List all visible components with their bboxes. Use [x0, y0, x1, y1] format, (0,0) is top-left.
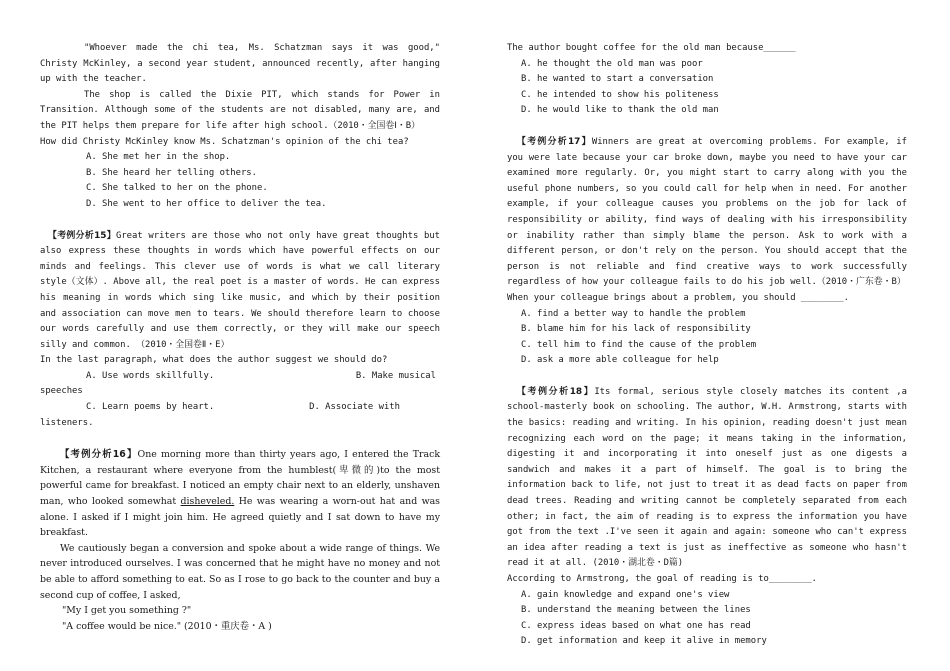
dialogue-line: "A coffee would be nice." (2010・重庆卷・A ) [62, 620, 272, 632]
answer-option: C. She talked to her on the phone. [86, 183, 268, 194]
answer-option: D. get information and keep it alive in memory [521, 636, 767, 647]
option-continuation: speeches [40, 386, 83, 397]
passage-16 [40, 447, 440, 541]
answer-option: B. blame him for his lack of responsibility [521, 324, 751, 335]
passage-text: He was wearing a worn-out hat and was alone. I asked if I might join him. He agreed quietly and I sat down to have my breakfast. [40, 496, 440, 539]
answer-option: A. She met her in the shop. [86, 152, 231, 163]
answer-option: C. tell him to find the cause of the problem [521, 339, 757, 350]
section-heading: 【考例分析18】 [517, 386, 595, 397]
answer-option: A. Use words skillfully. [86, 370, 215, 381]
passage-paragraph: Great writers are those who not only have great thoughts but also express these thoughts in words which have powerful effects on our minds and feelings. This clever use of words is what we call literary style（文体）. Above all, the real poet is a master of words. He can express his meaning in words which sing like music, and which by their position and association can move men to tears. We should therefore learn to choose our words carefully and use them correctly, or they will make our speech silly and common. （2010・全国卷Ⅱ・E） [40, 230, 441, 350]
answer-option: B. Make musical [355, 370, 436, 381]
option-row [40, 400, 440, 416]
left-column [40, 41, 440, 634]
answer-option: C. he intended to show his politeness [521, 89, 719, 100]
question-text: According to Armstrong, the goal of reading is to________. [507, 574, 817, 584]
passage-paragraph: Winners are great at overcoming problems. For example, if you were late because your car broke down, maybe you need to have your car examined more regularly. Or, you might start to carry along with you the useful phone numbers, so you could call for help when in need. For another example, if your colleague causes you problems on the job for lack of responsibility or ability, find ways of dealing with his irresponsibility or inability rather than simply blame the person. Ask to work with a different person, or don't rely on the person. You should accept that the person is not reliable and find creative ways to work successfully regardless of how your colleague fails to do his job well.（2010・广东卷・B） [507, 136, 907, 288]
section-heading: 【考例分析16】 [60, 449, 138, 461]
passage-15 [40, 229, 440, 354]
answer-option: B. understand the meaning between the lines [521, 605, 751, 616]
answer-option: D. he would like to thank the old man [521, 105, 719, 116]
answer-option: B. She heard her telling others. [86, 167, 257, 178]
passage-paragraph: "Whoever made the chi tea, Ms. Schatzman says it was good," Christy McKinley, a second year student, announced recently, after hanging up with the teacher. [40, 43, 440, 85]
answer-option: D. ask a more able colleague for help [521, 355, 719, 366]
answer-option: C. Learn poems by heart. [86, 402, 215, 413]
passage-17 [507, 135, 907, 291]
answer-option: A. find a better way to handle the problem [521, 308, 746, 319]
passage-text: One morning more than thirty years ago, I entered the Track Kitchen, a restaurant where everyone from the humblest(卑微的)to the most powerful came for breakfast. I noticed an empty chair next to an elderly, unshaven man, who looked somewhat [40, 449, 441, 508]
question-text: When your colleague brings about a problem, you should ________. [507, 292, 849, 303]
answer-option: B. he wanted to start a conversation [521, 74, 714, 85]
answer-option: A. he thought the old man was poor [521, 58, 703, 69]
answer-option: D. Associate with [309, 402, 400, 413]
section-heading: 【考例分析17】 [517, 136, 592, 147]
right-column [507, 41, 907, 650]
passage-paragraph: The shop is called the Dixie PIT, which stands for Power in Transition. Although some of the students are not disabled, many are, and the PIT helps them prepare for life after high school.（2010・全国卷Ⅰ・B） [40, 89, 440, 131]
passage-18 [507, 385, 907, 572]
passage-paragraph: Its formal, serious style closely matches its content ,a school-masterly book on schooling. The author, W.H. Armstrong, starts with the basics: reading and writing. In his opinion, reading doesn't just mean recognizing each word on the page; it means taking in the information, digesting it and incorporating it into oneself just as one digests a sandwich and makes it a part of himself. The goal is to bring the information back to life, not just to treat it as dead facts on paper from dead trees. Reading and writing cannot be completely separated from each other; in fact, the aim of reading is to express the information you have got from the text .I've seen it again and again: someone who can't express an idea after reading a text is just as ineffective as someone who hasn't read it at all. (2010・湖北卷・D篇) [507, 386, 907, 569]
question-text: How did Christy McKinley know Ms. Schatzman's opinion of the chi tea? [40, 136, 409, 147]
answer-option: A. gain knowledge and expand one's view [521, 589, 730, 600]
option-continuation: listeners. [40, 417, 94, 428]
question-text: The author bought coffee for the old man because______ [507, 43, 796, 53]
answer-option: C. express ideas based on what one has read [521, 620, 751, 631]
dialogue-line: "My I get you something ?" [62, 605, 192, 617]
underlined-word: disheveled. [180, 496, 235, 508]
section-heading: 【考例分析15】 [48, 230, 116, 241]
passage-paragraph: We cautiously began a conversion and spoke about a wide range of things. We never introduced ourselves. I was concerned that he might have no money and not be able to afford something to eat. So as I rose to go back to the counter and buy a second cup of coffee, I asked, [40, 542, 440, 601]
option-row [40, 369, 440, 385]
question-text: In the last paragraph, what does the author suggest we should do? [40, 355, 388, 366]
answer-option: D. She went to her office to deliver the tea. [86, 198, 327, 209]
